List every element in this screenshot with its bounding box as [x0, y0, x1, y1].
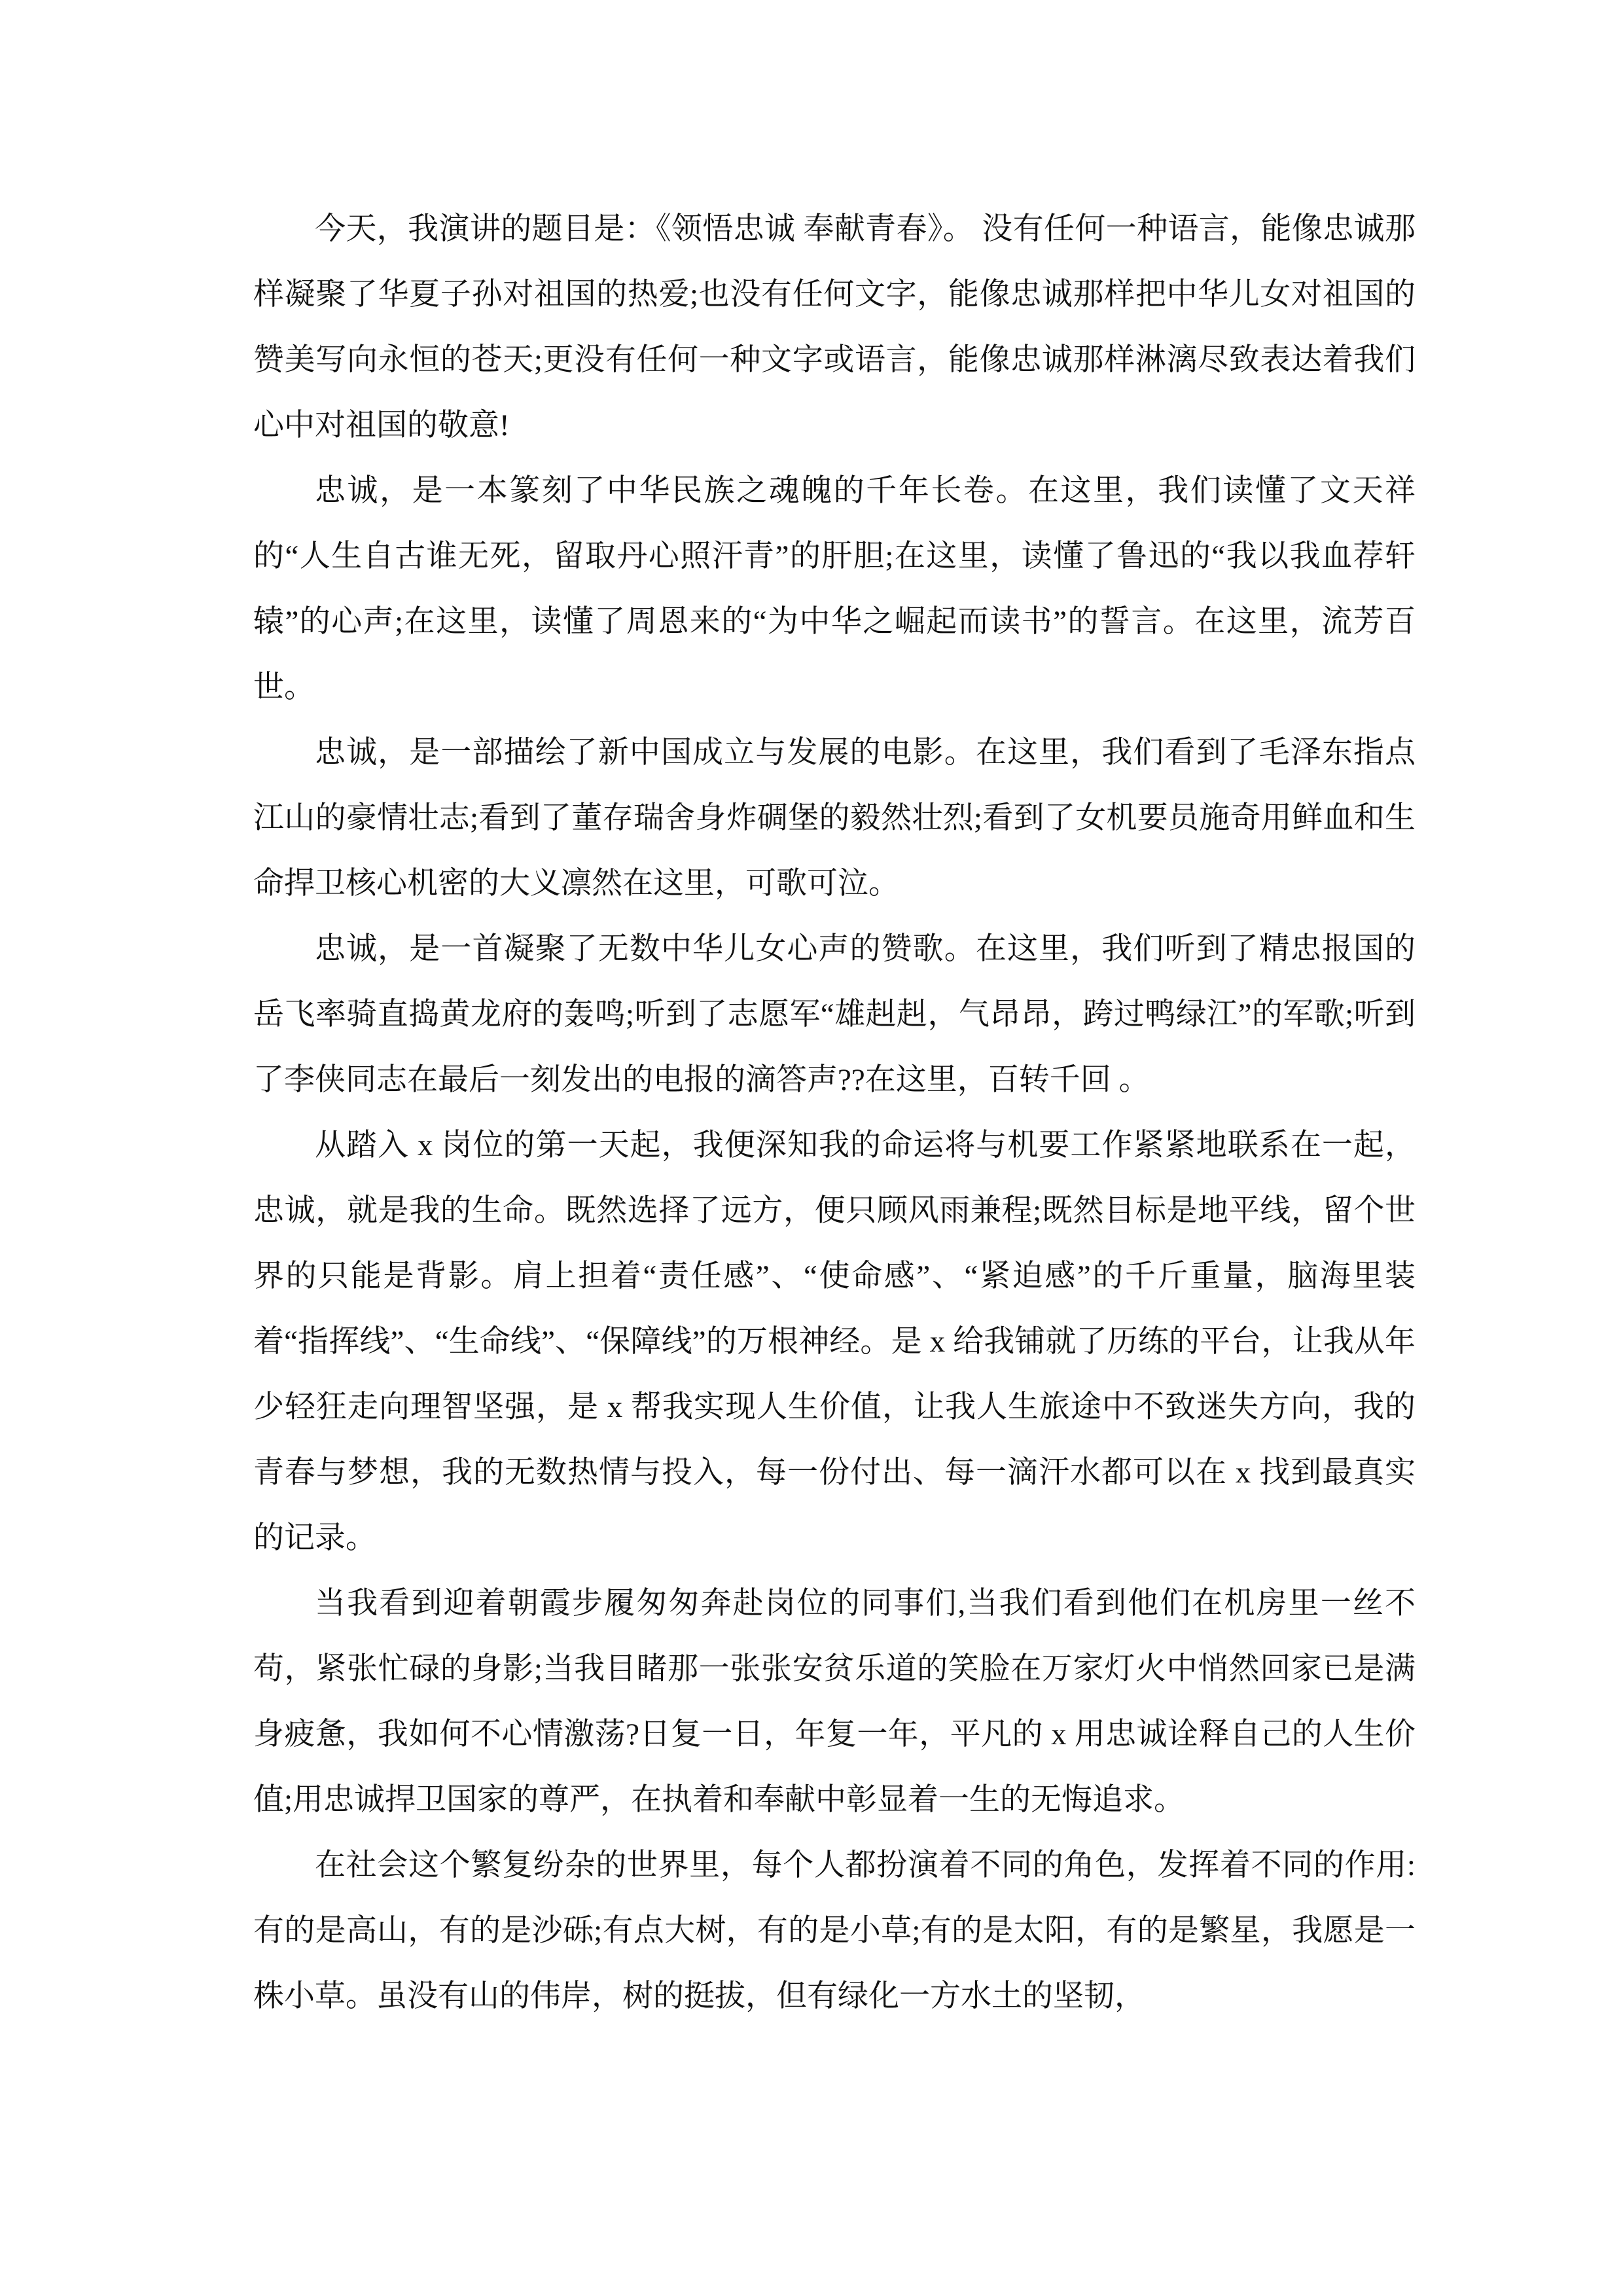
paragraph-5: 从踏入 x 岗位的第一天起，我便深知我的命运将与机要工作紧紧地联系在一起，忠诚，就是我的生命。既然选择了远方，便只顾风雨兼程;既然目标是地平线，留个世界的只能是背影。肩上担着“责任感”、“使命感”、“紧迫感”的千斤重量，脑海里装着“指挥线”、“生命线”、“保障线”的万根神经。是 x 给我铺就了历练的平台，让我从年少轻狂走向理智坚强，是 x 帮我实现人生价值，让我人生旅途中不致迷失方向，我的青春与梦想，我的无数热情与投入，每一份付出、每一滴汗水都可以在 x 找到最真实的记录。: [253, 1128, 1416, 1555]
paragraph-4: 忠诚，是一首凝聚了无数中华儿女心声的赞歌。在这里，我们听到了精忠报国的岳飞率骑直捣黄龙府的轰鸣;听到了志愿军“雄赳赳，气昂昂，跨过鸭绿江”的军歌;听到了李侠同志在最后一刻发出的电报的滴答声??在这里，百转千回 。: [253, 932, 1416, 1097]
paragraph-7: 在社会这个繁复纷杂的世界里，每个人都扮演着不同的角色，发挥着不同的作用: 有的是高山，有的是沙砾;有点大树，有的是小草;有的是太阳，有的是繁星，我愿是一株小草。虽没有山的伟岸，树的挺拔，但有绿化一方水土的坚韧，: [253, 1848, 1416, 2013]
paragraph-2: 忠诚，是一本篆刻了中华民族之魂魄的千年长卷。在这里，我们读懂了文天祥的“人生自古谁无死，留取丹心照汗青”的肝胆;在这里，读懂了鲁迅的“我以我血荐轩辕”的心声;在这里，读懂了周恩来的“为中华之崛起而读书”的誓言。在这里，流芳百世。: [253, 474, 1416, 704]
paragraph-3: 忠诚，是一部描绘了新中国成立与发展的电影。在这里，我们看到了毛泽东指点江山的豪情壮志;看到了董存瑞舍身炸碉堡的毅然壮烈;看到了女机要员施奇用鲜血和生命捍卫核心机密的大义凛然在这里，可歌可泣。: [253, 736, 1416, 901]
paragraph-1: 今天，我演讲的题目是：《领悟忠诚 奉献青春》。 没有任何一种语言，能像忠诚那样凝聚了华夏子孙对祖国的热爱;也没有任何文字，能像忠诚那样把中华儿女对祖国的赞美写向永恒的苍天;更没有任何一种文字或语言，能像忠诚那样淋漓尽致表达着我们心中对祖国的敬意!: [253, 212, 1416, 442]
text-content: [253, 196, 1416, 2029]
paragraph-6: 当我看到迎着朝霞步履匆匆奔赴岗位的同事们,当我们看到他们在机房里一丝不苟，紧张忙碌的身影;当我目睹那一张张安贫乐道的笑脸在万家灯火中悄然回家已是满身疲惫，我如何不心情激荡?日复一日，年复一年，平凡的 x 用忠诚诠释自己的人生价值;用忠诚捍卫国家的尊严，在执着和奉献中彰显着一生的无悔追求。: [253, 1587, 1416, 1817]
